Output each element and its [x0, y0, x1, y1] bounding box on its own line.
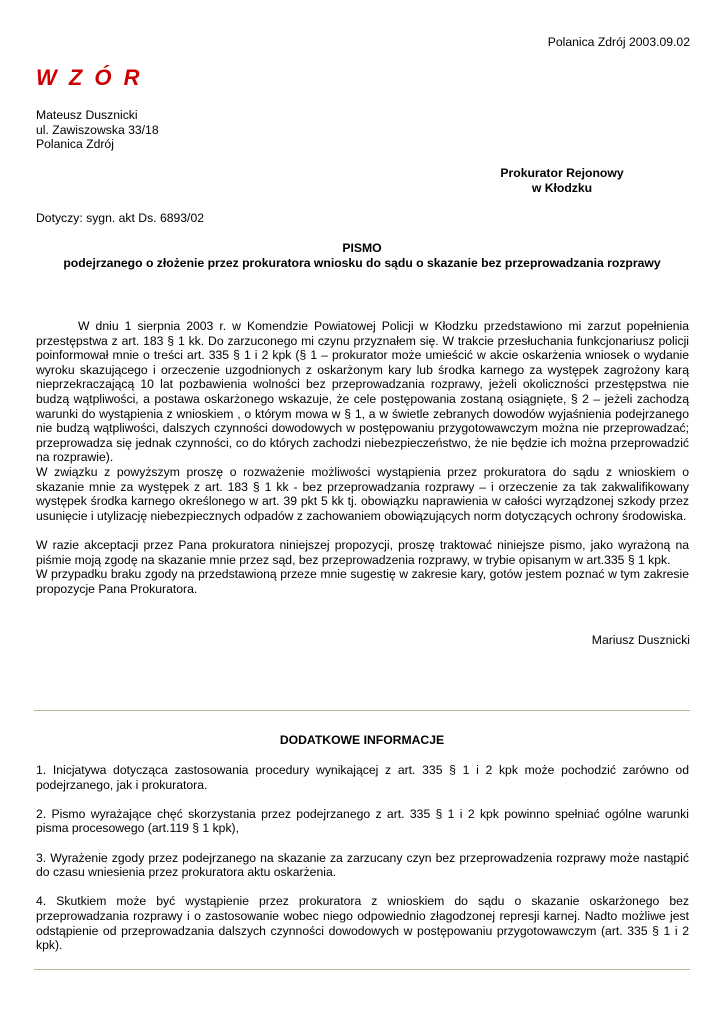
section-divider-top: [34, 710, 690, 711]
title-subtitle: podejrzanego o złożenie przez prokuratora wniosku do sądu o skazanie bez przeprowadzania rozprawy: [63, 255, 661, 270]
info-item: 2. Pismo wyrażające chęć skorzystania przez podejrzanego z art. 335 § 1 i 2 kpk powinno spełniać ogólne warunki pisma procesowego (art.119 § 1 kpk),: [36, 806, 689, 836]
info-item: 4. Skutkiem może być wystąpienie przez prokuratora z wnioskiem do sądu o skazanie oskarżonego bez przeprowadzania rozprawy i o zastosowanie wobec niego odpowiednio złagodzonej represji karnej. Nadto możliwe jest odstąpienie od przeprowadzania dalszych czynności dowodowych w postępowaniu przygotowawczym (art. 335 § 1 i 2 kpk).: [36, 894, 689, 953]
section-divider-bottom: [34, 969, 690, 970]
recipient-address: [440, 166, 684, 195]
additional-info-list: [36, 763, 689, 967]
document-title: [36, 241, 688, 270]
info-item: 1. Inicjatywa dotycząca zastosowania procedury wynikającej z art. 335 § 1 i 2 kpk może pochodzić zarówno od podejrzanego, jak i prokuratora.: [36, 763, 689, 792]
signature: Mariusz Dusznicki: [591, 633, 690, 647]
body-paragraph-1: W dniu 1 sierpnia 2003 r. w Komendzie Powiatowej Policji w Kłodzku przedstawiono mi zarzut popełnienia przestępstwa z art. 183 § 1 kk. Do zarzuconego mi czynu przyznałem się. W trakcie przesłuchania funkcjonariusz policji poinformował mnie o treści art. 335 § 1 i 2 kpk (§ 1 – prokurator może umieścić w akcie oskarżenia wniosek o wydanie wyroku skazującego i orzeczenie uzgodnionych z oskarżonym kary lub środka karnego za występek zagrożony karą nieprzekraczającą 10 lat pozbawienia wolności bez przeprowadzania rozprawy, jeżeli okoliczności przestępstwa nie budzą wątpliwości, a postawa oskarżonego wskazuje, że cele postępowania zostaną osiągnięte, § 2 – jeżeli zachodzą warunki do wystąpienia z wnioskiem , o którym mowa w § 1, a w świetle zebranych dowodów wyjaśnienia podejrzanego nie budzą wątpliwości, dalszych czynności dowodowych w postępowaniu przygotowawczym można nie przeprowadzać; przeprowadza się jednak czynności, co do których zachodzi niebezpieczeństwo, że nie będzie ich można przeprowadzić na rozprawie).: [36, 319, 689, 465]
sender-street: ul. Zawiszowska 33/18: [36, 122, 159, 137]
sender-address: [36, 108, 159, 152]
info-item: 3. Wyrażenie zgody przez podejrzanego na skazanie za zarzucany czyn bez przeprowadzenia rozprawy może nastąpić do czasu wniesienia przez prokuratora aktu oskarżenia.: [36, 850, 689, 880]
additional-info-heading: DODATKOWE INFORMACJE: [279, 733, 445, 747]
body-paragraph-4: W przypadku braku zgody na przedstawioną przeze mnie sugestię w zakresie kary, gotów jestem poznać w tym zakresie propozycje Pana Prokuratora.: [36, 567, 689, 596]
sender-name: Mateusz Dusznicki: [36, 108, 138, 122]
case-reference: Dotyczy: sygn. akt Ds. 6893/02: [36, 211, 204, 225]
template-watermark: W Z Ó R: [36, 65, 143, 90]
letter-body: [36, 319, 689, 596]
recipient-line2: w Kłodzku: [531, 180, 593, 195]
body-paragraph-3: W razie akceptacji przez Pana prokuratora niniejszej propozycji, proszę traktować niniejsze pismo, jako wyrażoną na piśmie moją zgodę na skazanie mnie przez sąd, bez przeprowadzenia rozprawy, w trybie opisanym w art.335 § 1 kpk.: [36, 537, 689, 567]
body-paragraph-2: W związku z powyższym proszę o rozważenie możliwości wystąpienia przez prokuratora do sądu z wnioskiem o skazanie mnie za występek z art. 183 § 1 kk - bez przeprowadzania rozprawy – i orzeczenie za tak zakwalifikowany występek środka karnego określonego w art. 39 pkt 5 kk tj. obowiązku naprawienia w całości wyrządzonej szkody przez usunięcie i utylizację niebezpiecznych odpadów z zachowaniem obowiązujących norm dotyczących ochrony środowiska.: [36, 464, 689, 523]
sender-city: Polanica Zdrój: [36, 137, 114, 152]
title-main: PISMO: [342, 241, 382, 255]
place-date: Polanica Zdrój 2003.09.02: [547, 35, 690, 49]
recipient-line1: Prokurator Rejonowy: [500, 166, 624, 180]
